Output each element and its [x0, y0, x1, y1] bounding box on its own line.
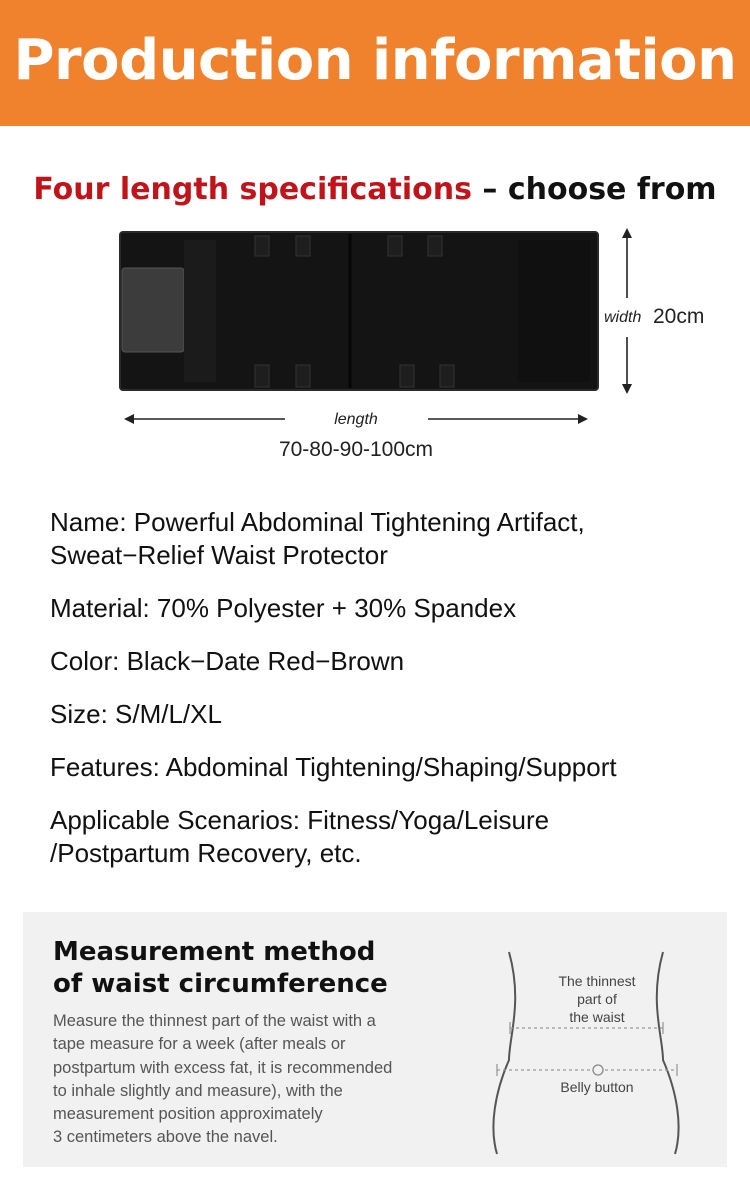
page-title: Production information [13, 28, 737, 93]
measurement-line: measurement position approximately [53, 1105, 323, 1124]
measurement-line: Measure the thinnest part of the waist with a [53, 1012, 376, 1030]
width-value: 20cm [653, 305, 705, 328]
waist-belt-image [120, 232, 598, 390]
measurement-line: to inhale slightly and measure), with the [53, 1081, 343, 1100]
header-banner [0, 0, 750, 126]
measurement-panel [23, 912, 727, 1167]
info-features [50, 751, 730, 784]
measurement-title [53, 936, 388, 1000]
info-color [50, 645, 730, 678]
info-color-text: Color: Black−Date Red−Brown [50, 646, 405, 676]
width-label: width [604, 309, 642, 326]
measurement-description [53, 1010, 453, 1150]
info-size [50, 698, 730, 731]
thinnest-label-line1: The thinnest [558, 973, 636, 989]
body-outline-right [657, 952, 679, 1154]
body-outline-left [493, 952, 515, 1154]
waist-measurement-diagram [483, 942, 683, 1162]
measurement-title-line2: of waist circumference [53, 969, 388, 999]
measurement-line: 3 centimeters above the navel. [53, 1128, 278, 1147]
info-scenarios [50, 804, 730, 870]
info-name-line1: Name: Powerful Abdominal Tightening Artifact, [50, 507, 585, 537]
info-material-text: Material: 70% Polyester + 30% Spandex [50, 593, 517, 623]
measurement-title-line1: Measurement method [53, 937, 376, 967]
info-scenarios-line1: Applicable Scenarios: Fitness/Yoga/Leisure [50, 805, 550, 835]
info-name [50, 506, 730, 572]
info-material [50, 592, 730, 625]
info-name-line2: Sweat−Relief Waist Protector [50, 540, 388, 570]
belly-button-label: Belly button [560, 1079, 634, 1095]
length-label: length [334, 411, 378, 428]
thinnest-label-line2: part of [577, 991, 617, 1007]
product-info-list [50, 506, 730, 890]
measurement-line: tape measure for a week (after meals or [53, 1035, 346, 1054]
info-features-text: Features: Abdominal Tightening/Shaping/Support [50, 752, 617, 782]
belt-size-diagram [110, 222, 730, 467]
spec-heading-rest: – choose from [471, 172, 717, 207]
info-size-text: Size: S/M/L/XL [50, 699, 222, 729]
length-value: 70-80-90-100cm [278, 438, 434, 461]
measurement-line: postpartum with excess fat, it is recommended [53, 1058, 393, 1077]
spec-heading-highlight: Four length specifications [33, 172, 472, 207]
thinnest-label-line3: the waist [569, 1009, 625, 1025]
spec-heading [0, 172, 750, 207]
belly-button-icon [593, 1065, 603, 1075]
info-scenarios-line2: /Postpartum Recovery, etc. [50, 838, 362, 868]
